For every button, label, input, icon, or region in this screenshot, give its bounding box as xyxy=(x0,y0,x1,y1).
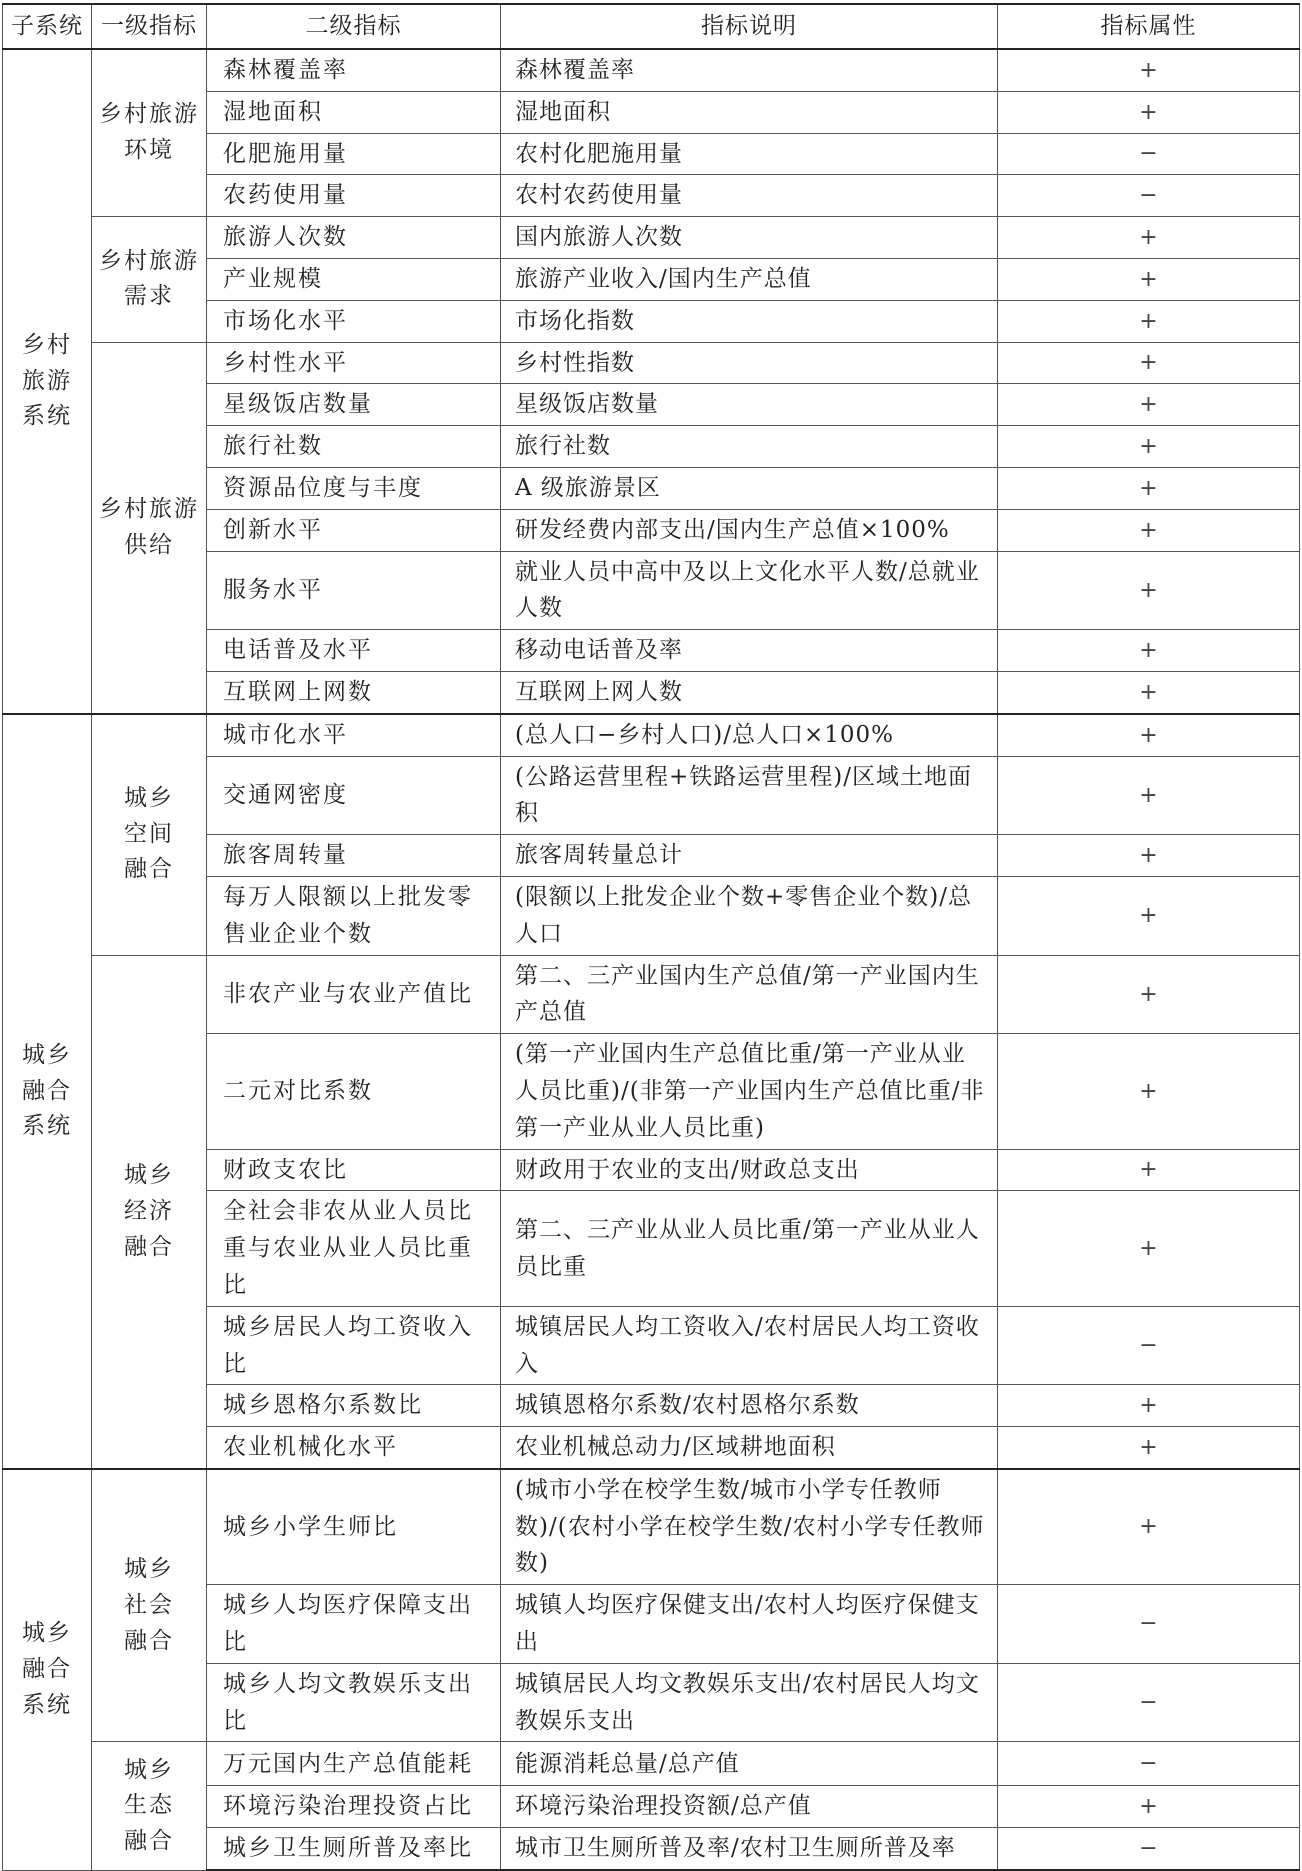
attribute-cell: − xyxy=(998,133,1300,175)
level2-indicator-cell: 森林覆盖率 xyxy=(207,49,501,91)
level2-indicator-cell: 农业机械化水平 xyxy=(207,1427,501,1469)
attribute-cell: − xyxy=(998,1828,1300,1870)
description-cell: 乡村性指数 xyxy=(501,342,998,384)
description-cell: (总人口−乡村人口)/总人口×100% xyxy=(501,714,998,756)
attribute-cell: + xyxy=(998,756,1300,835)
header-subsystem: 子系统 xyxy=(3,4,92,49)
level2-indicator-cell: 城乡卫生厕所普及率比 xyxy=(207,1828,501,1870)
header-attribute: 指标属性 xyxy=(998,4,1300,49)
indicator-table xyxy=(2,3,1300,1871)
attribute-cell: + xyxy=(998,300,1300,342)
attribute-cell: − xyxy=(998,175,1300,217)
description-cell: 农村农药使用量 xyxy=(501,175,998,217)
subsystem-section xyxy=(3,714,1300,1469)
attribute-cell: + xyxy=(998,467,1300,509)
level2-indicator-cell: 创新水平 xyxy=(207,509,501,551)
attribute-cell: + xyxy=(998,630,1300,672)
attribute-cell: + xyxy=(998,1427,1300,1469)
table-row xyxy=(3,714,1300,756)
description-cell: 城镇居民人均工资收入/农村居民人均工资收入 xyxy=(501,1306,998,1385)
subsystem-section xyxy=(3,49,1300,714)
attribute-cell: + xyxy=(998,509,1300,551)
level1-indicator-cell: 乡村旅游 环境 xyxy=(92,49,207,217)
attribute-cell: − xyxy=(998,1585,1300,1664)
attribute-cell: + xyxy=(998,955,1300,1034)
table-row xyxy=(3,1742,1300,1786)
attribute-cell: + xyxy=(998,671,1300,713)
attribute-cell: + xyxy=(998,49,1300,91)
attribute-cell: + xyxy=(998,426,1300,468)
level2-indicator-cell: 互联网上网数 xyxy=(207,671,501,713)
level2-indicator-cell: 城乡人均文教娱乐支出比 xyxy=(207,1663,501,1742)
description-cell: 移动电话普及率 xyxy=(501,630,998,672)
description-cell: 旅行社数 xyxy=(501,426,998,468)
level2-indicator-cell: 交通网密度 xyxy=(207,756,501,835)
level1-indicator-cell: 乡村旅游 供给 xyxy=(92,342,207,714)
description-cell: 国内旅游人次数 xyxy=(501,217,998,259)
attribute-cell: + xyxy=(998,91,1300,133)
description-cell: 旅客周转量总计 xyxy=(501,835,998,877)
level2-indicator-cell: 旅游人次数 xyxy=(207,217,501,259)
subsystem-cell: 城乡 融合 系统 xyxy=(3,714,92,1469)
level2-indicator-cell: 电话普及水平 xyxy=(207,630,501,672)
description-cell: 就业人员中高中及以上文化水平人数/总就业人数 xyxy=(501,551,998,630)
description-cell: 互联网上网人数 xyxy=(501,671,998,713)
level2-indicator-cell: 市场化水平 xyxy=(207,300,501,342)
header-level2: 二级指标 xyxy=(207,4,501,49)
description-cell: 市场化指数 xyxy=(501,300,998,342)
level2-indicator-cell: 二元对比系数 xyxy=(207,1034,501,1149)
attribute-cell: + xyxy=(998,342,1300,384)
description-cell: (限额以上批发企业个数+零售企业个数)/总人口 xyxy=(501,876,998,955)
description-cell: 农业机械总动力/区域耕地面积 xyxy=(501,1427,998,1469)
description-cell: 湿地面积 xyxy=(501,91,998,133)
description-cell: 第二、三产业国内生产总值/第一产业国内生产总值 xyxy=(501,955,998,1034)
attribute-cell: + xyxy=(998,835,1300,877)
attribute-cell: + xyxy=(998,1786,1300,1828)
level2-indicator-cell: 环境污染治理投资占比 xyxy=(207,1786,501,1828)
attribute-cell: + xyxy=(998,217,1300,259)
description-cell: 森林覆盖率 xyxy=(501,49,998,91)
header-description: 指标说明 xyxy=(501,4,998,49)
table-row xyxy=(3,49,1300,91)
description-cell: 研发经费内部支出/国内生产总值×100% xyxy=(501,509,998,551)
description-cell: 第二、三产业从业人员比重/第一产业从业人员比重 xyxy=(501,1191,998,1306)
level1-indicator-cell: 城乡 社会 融合 xyxy=(92,1469,207,1742)
header-level1: 一级指标 xyxy=(92,4,207,49)
description-cell: 城镇恩格尔系数/农村恩格尔系数 xyxy=(501,1385,998,1427)
level1-indicator-cell: 城乡 空间 融合 xyxy=(92,714,207,955)
description-cell: 旅游产业收入/国内生产总值 xyxy=(501,258,998,300)
level1-indicator-cell: 城乡 经济 融合 xyxy=(92,955,207,1469)
level2-indicator-cell: 化肥施用量 xyxy=(207,133,501,175)
attribute-cell: + xyxy=(998,384,1300,426)
attribute-cell: − xyxy=(998,1742,1300,1786)
level2-indicator-cell: 城乡人均医疗保障支出比 xyxy=(207,1585,501,1664)
subsystem-section xyxy=(3,1469,1300,1870)
attribute-cell: + xyxy=(998,1149,1300,1191)
level2-indicator-cell: 产业规模 xyxy=(207,258,501,300)
description-cell: 农村化肥施用量 xyxy=(501,133,998,175)
description-cell: 星级饭店数量 xyxy=(501,384,998,426)
description-cell: (第一产业国内生产总值比重/第一产业从业人员比重)/(非第一产业国内生产总值比重/非第一产业从业人员比重) xyxy=(501,1034,998,1149)
level2-indicator-cell: 万元国内生产总值能耗 xyxy=(207,1742,501,1786)
description-cell: A 级旅游景区 xyxy=(501,467,998,509)
level1-indicator-cell: 乡村旅游 需求 xyxy=(92,217,207,342)
table-row xyxy=(3,955,1300,1034)
level2-indicator-cell: 城乡小学生师比 xyxy=(207,1469,501,1585)
description-cell: 城市卫生厕所普及率/农村卫生厕所普及率 xyxy=(501,1828,998,1870)
level2-indicator-cell: 城市化水平 xyxy=(207,714,501,756)
level2-indicator-cell: 资源品位度与丰度 xyxy=(207,467,501,509)
level2-indicator-cell: 旅行社数 xyxy=(207,426,501,468)
table-row xyxy=(3,217,1300,259)
level2-indicator-cell: 每万人限额以上批发零售业企业个数 xyxy=(207,876,501,955)
description-cell: 能源消耗总量/总产值 xyxy=(501,1742,998,1786)
attribute-cell: − xyxy=(998,1663,1300,1742)
attribute-cell: + xyxy=(998,714,1300,756)
table-header xyxy=(3,4,1300,49)
attribute-cell: + xyxy=(998,1191,1300,1306)
table-row xyxy=(3,342,1300,384)
level2-indicator-cell: 服务水平 xyxy=(207,551,501,630)
level2-indicator-cell: 城乡居民人均工资收入比 xyxy=(207,1306,501,1385)
subsystem-cell: 城乡 融合 系统 xyxy=(3,1469,92,1870)
attribute-cell: − xyxy=(998,1306,1300,1385)
description-cell: 财政用于农业的支出/财政总支出 xyxy=(501,1149,998,1191)
level2-indicator-cell: 旅客周转量 xyxy=(207,835,501,877)
level2-indicator-cell: 全社会非农从业人员比重与农业从业人员比重比 xyxy=(207,1191,501,1306)
table-row xyxy=(3,1469,1300,1585)
level2-indicator-cell: 湿地面积 xyxy=(207,91,501,133)
level2-indicator-cell: 星级饭店数量 xyxy=(207,384,501,426)
description-cell: 环境污染治理投资额/总产值 xyxy=(501,1786,998,1828)
level2-indicator-cell: 财政支农比 xyxy=(207,1149,501,1191)
level1-indicator-cell: 城乡 生态 融合 xyxy=(92,1742,207,1870)
attribute-cell: + xyxy=(998,876,1300,955)
subsystem-cell: 乡村 旅游 系统 xyxy=(3,49,92,714)
description-cell: 城镇人均医疗保健支出/农村人均医疗保健支出 xyxy=(501,1585,998,1664)
attribute-cell: + xyxy=(998,1469,1300,1585)
attribute-cell: + xyxy=(998,1385,1300,1427)
attribute-cell: + xyxy=(998,1034,1300,1149)
attribute-cell: + xyxy=(998,551,1300,630)
description-cell: (公路运营里程+铁路运营里程)/区域土地面积 xyxy=(501,756,998,835)
description-cell: (城市小学在校学生数/城市小学专任教师数)/(农村小学在校学生数/农村小学专任教师数) xyxy=(501,1469,998,1585)
level2-indicator-cell: 农药使用量 xyxy=(207,175,501,217)
level2-indicator-cell: 乡村性水平 xyxy=(207,342,501,384)
attribute-cell: + xyxy=(998,258,1300,300)
description-cell: 城镇居民人均文教娱乐支出/农村居民人均文教娱乐支出 xyxy=(501,1663,998,1742)
level2-indicator-cell: 城乡恩格尔系数比 xyxy=(207,1385,501,1427)
level2-indicator-cell: 非农产业与农业产值比 xyxy=(207,955,501,1034)
